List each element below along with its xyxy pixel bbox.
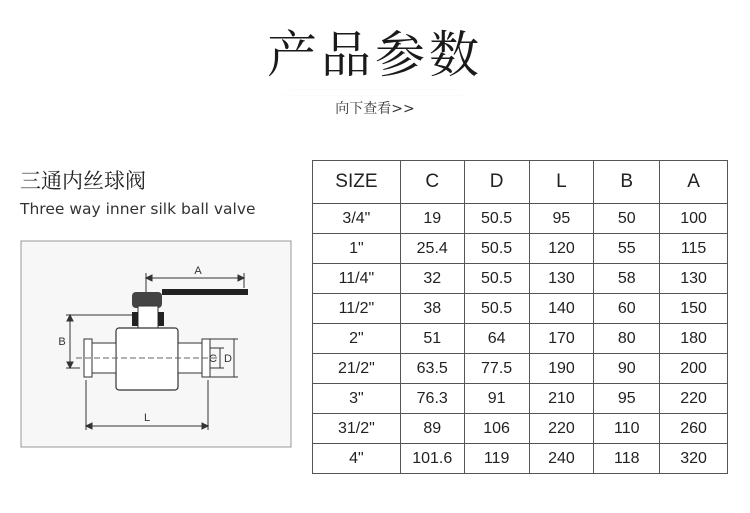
label-c: C <box>209 353 217 365</box>
table-row <box>313 324 728 354</box>
page-title: 产品参数 <box>267 26 483 84</box>
cell-d: 64 <box>464 324 529 354</box>
cell-l: 190 <box>529 354 594 384</box>
cell-c: 89 <box>400 414 464 444</box>
cell-d: 119 <box>464 444 529 474</box>
cell-a: 220 <box>660 384 728 414</box>
cell-l: 170 <box>529 324 594 354</box>
col-header-a: A <box>660 161 728 204</box>
valve-body <box>116 328 178 390</box>
table-row <box>313 354 728 384</box>
product-name-cn: 三通内丝球阀 <box>20 169 146 193</box>
cell-c: 51 <box>400 324 464 354</box>
decorative-fine-text: · · · · · · · · · · · · · · · · · · · · · · · · · · · · · · · · · · · · · · · · · · · · · · · · · · · · · · · · · · <box>291 87 459 91</box>
valve-stem <box>138 306 158 328</box>
cell-c: 38 <box>400 294 464 324</box>
label-l: L <box>143 412 151 424</box>
cell-l: 95 <box>529 204 594 234</box>
cell-b: 55 <box>594 234 660 264</box>
cell-l: 140 <box>529 294 594 324</box>
cell-b: 118 <box>594 444 660 474</box>
decorative-fine-text-2: · · · · · · · · · · · · · · · · · · · · · · · · · · · · · · · · · · · · · · · · · · · · · · · · · · · · · · · · · · · · · · · <box>284 93 466 97</box>
cell-l: 220 <box>529 414 594 444</box>
cell-b: 58 <box>594 264 660 294</box>
cell-l: 210 <box>529 384 594 414</box>
cell-c: 25.4 <box>400 234 464 264</box>
cell-c: 101.6 <box>400 444 464 474</box>
cell-b: 50 <box>594 204 660 234</box>
valve-handle <box>162 289 248 295</box>
cell-a: 130 <box>660 264 728 294</box>
col-header-l: L <box>529 161 594 204</box>
col-header-size: SIZE <box>313 161 401 204</box>
table-row <box>313 294 728 324</box>
cell-b: 90 <box>594 354 660 384</box>
table-row <box>313 384 728 414</box>
cell-size: 1" <box>313 234 401 264</box>
table-row <box>313 204 728 234</box>
cell-size: 11/4" <box>313 264 401 294</box>
cell-size: 4" <box>313 444 401 474</box>
cell-a: 150 <box>660 294 728 324</box>
cell-size: 3/4" <box>313 204 401 234</box>
cell-d: 106 <box>464 414 529 444</box>
cell-a: 180 <box>660 324 728 354</box>
cell-a: 115 <box>660 234 728 264</box>
col-header-d: D <box>464 161 529 204</box>
cell-b: 60 <box>594 294 660 324</box>
col-header-c: C <box>400 161 464 204</box>
cell-l: 120 <box>529 234 594 264</box>
cell-l: 240 <box>529 444 594 474</box>
cell-size: 31/2" <box>313 414 401 444</box>
cell-size: 2" <box>313 324 401 354</box>
cell-b: 110 <box>594 414 660 444</box>
cell-size: 11/2" <box>313 294 401 324</box>
cell-d: 91 <box>464 384 529 414</box>
cell-size: 3" <box>313 384 401 414</box>
cell-b: 80 <box>594 324 660 354</box>
stem-right-bolt <box>158 312 164 326</box>
table-row <box>313 234 728 264</box>
cell-c: 76.3 <box>400 384 464 414</box>
cell-c: 32 <box>400 264 464 294</box>
table-row <box>313 264 728 294</box>
cell-d: 50.5 <box>464 264 529 294</box>
cell-l: 130 <box>529 264 594 294</box>
cell-a: 320 <box>660 444 728 474</box>
scroll-down-hint: 向下查看>> <box>335 101 415 117</box>
cell-b: 95 <box>594 384 660 414</box>
cell-d: 50.5 <box>464 204 529 234</box>
cell-c: 63.5 <box>400 354 464 384</box>
cell-size: 21/2" <box>313 354 401 384</box>
product-name-en: Three way inner silk ball valve <box>20 200 256 218</box>
col-header-b: B <box>594 161 660 204</box>
spec-table <box>312 160 728 474</box>
table-row <box>313 414 728 444</box>
valve-dimension-diagram <box>20 240 292 448</box>
cell-d: 50.5 <box>464 294 529 324</box>
cell-d: 77.5 <box>464 354 529 384</box>
stem-left-bolt <box>132 312 138 326</box>
label-d: D <box>224 353 232 365</box>
table-header-row <box>313 161 728 204</box>
cell-d: 50.5 <box>464 234 529 264</box>
label-b: B <box>58 336 66 348</box>
cell-c: 19 <box>400 204 464 234</box>
table-row <box>313 444 728 474</box>
cell-a: 100 <box>660 204 728 234</box>
cell-a: 260 <box>660 414 728 444</box>
cell-a: 200 <box>660 354 728 384</box>
label-a: A <box>194 265 202 277</box>
